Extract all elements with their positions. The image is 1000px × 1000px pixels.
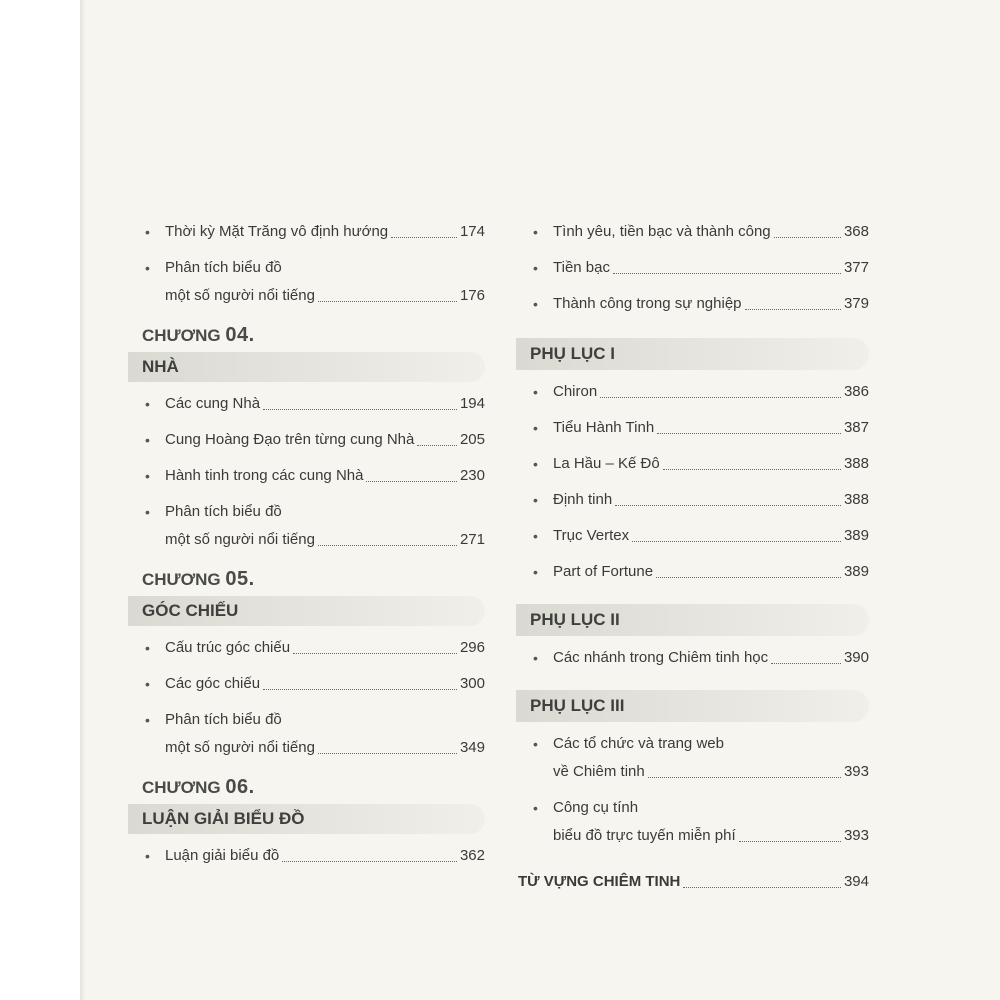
page-number: 230 — [459, 467, 485, 484]
toc-entry[interactable] — [516, 294, 869, 314]
entry-title: Các góc chiếu — [165, 675, 261, 692]
toc-entry[interactable] — [516, 562, 869, 582]
chapter-number: 06. — [225, 776, 255, 798]
bullet: • — [533, 800, 538, 816]
entry-title: La Hầu – Kế Đô — [553, 455, 660, 472]
chapter-label — [128, 568, 485, 590]
chapter-title-bar[interactable]: LUẬN GIẢI BIỂU ĐỒ — [128, 804, 485, 834]
appendix-title-bar[interactable]: PHỤ LỤC I — [516, 338, 869, 370]
toc-entry[interactable] — [516, 648, 869, 668]
entry-title: Các cung Nhà — [165, 395, 261, 412]
page-number: 349 — [459, 739, 485, 756]
bullet: • — [145, 260, 150, 276]
entry-title: Thời kỳ Mặt Trăng vô định hướng — [165, 223, 389, 240]
page-number: 194 — [459, 395, 485, 412]
entry-title: Cung Hoàng Đạo trên từng cung Nhà — [165, 431, 415, 448]
leader-dots — [774, 237, 841, 238]
chapter-word: CHƯƠNG — [142, 326, 221, 345]
leader-dots — [293, 653, 457, 654]
toc-entry[interactable] — [128, 846, 485, 866]
entry-title: Tiền bạc — [553, 259, 610, 276]
bullet: • — [533, 736, 538, 752]
page-number: 387 — [843, 419, 869, 436]
bullet: • — [145, 504, 150, 520]
bullet: • — [145, 396, 150, 412]
entry-title: Hành tinh trong các cung Nhà — [165, 467, 364, 484]
bullet: • — [533, 224, 538, 240]
entry-title: Chiron — [553, 383, 598, 400]
toc-entry[interactable] — [128, 222, 485, 242]
entry-title-line2: một số người nổi tiếng — [165, 287, 315, 304]
page-number: 368 — [843, 223, 869, 240]
page-number: 388 — [843, 455, 869, 472]
leader-dots — [656, 577, 841, 578]
toc-entry[interactable] — [516, 798, 869, 846]
entry-title-line1: Các tổ chức và trang web — [553, 735, 724, 752]
toc-entry[interactable] — [516, 418, 869, 438]
page-number: 388 — [843, 491, 869, 508]
leader-dots — [615, 505, 841, 506]
toc-entry[interactable] — [128, 674, 485, 694]
toc-entry[interactable] — [128, 710, 485, 758]
page-number: 176 — [459, 287, 485, 304]
entry-title-line2: một số người nổi tiếng — [165, 531, 315, 548]
bullet: • — [533, 456, 538, 472]
page-number: 393 — [843, 763, 869, 780]
page-number: 271 — [459, 531, 485, 548]
bullet: • — [533, 492, 538, 508]
chapter-label — [128, 324, 485, 346]
toc-entry[interactable] — [516, 526, 869, 546]
leader-dots — [683, 887, 841, 888]
leader-dots — [771, 663, 841, 664]
page-number: 377 — [843, 259, 869, 276]
entry-title-line2: về Chiêm tinh — [553, 763, 645, 780]
leader-dots — [391, 237, 457, 238]
bullet: • — [533, 296, 538, 312]
bullet: • — [533, 650, 538, 666]
page-number: 205 — [459, 431, 485, 448]
appendix-title-bar[interactable]: PHỤ LỤC III — [516, 690, 869, 722]
bullet: • — [145, 432, 150, 448]
leader-dots — [739, 841, 841, 842]
entry-title: Định tinh — [553, 491, 613, 508]
chapter-title-bar[interactable]: NHÀ — [128, 352, 485, 382]
toc-entry[interactable] — [516, 258, 869, 278]
page-number: 390 — [843, 649, 869, 666]
bullet: • — [145, 640, 150, 656]
bullet: • — [145, 848, 150, 864]
leader-dots — [657, 433, 841, 434]
toc-right-column — [516, 222, 869, 892]
entry-title: Các nhánh trong Chiêm tinh học — [553, 649, 769, 666]
bullet: • — [533, 564, 538, 580]
entry-title-line2: biểu đồ trực tuyến miễn phí — [553, 827, 736, 844]
page-number: 393 — [843, 827, 869, 844]
page-number: 174 — [459, 223, 485, 240]
entry-title-line1: Phân tích biểu đồ — [165, 711, 282, 728]
toc-left-column — [128, 222, 485, 882]
toc-entry[interactable] — [516, 454, 869, 474]
chapter-number: 05. — [225, 568, 255, 590]
entry-title-line1: Phân tích biểu đồ — [165, 503, 282, 520]
leader-dots — [600, 397, 841, 398]
page-number: 362 — [459, 847, 485, 864]
toc-entry[interactable] — [128, 430, 485, 450]
entry-title-line1: Công cụ tính — [553, 799, 639, 816]
entry-title: Part of Fortune — [553, 563, 654, 580]
page-number: 386 — [843, 383, 869, 400]
bullet: • — [533, 420, 538, 436]
entry-title: TỪ VỰNG CHIÊM TINH — [518, 873, 681, 890]
entry-title-line1: Phân tích biểu đồ — [165, 259, 282, 276]
chapter-word: CHƯƠNG — [142, 778, 221, 797]
toc-entry[interactable] — [516, 734, 869, 782]
chapter-number: 04. — [225, 324, 255, 346]
chapter-label — [128, 776, 485, 798]
page-number: 379 — [843, 295, 869, 312]
page-number: 296 — [459, 639, 485, 656]
toc-entry[interactable] — [516, 490, 869, 510]
chapter-word: CHƯƠNG — [142, 570, 221, 589]
leader-dots — [282, 861, 457, 862]
leader-dots — [613, 273, 841, 274]
leader-dots — [263, 409, 457, 410]
entry-title: Cấu trúc góc chiếu — [165, 639, 291, 656]
toc-entry[interactable] — [128, 638, 485, 658]
leader-dots — [648, 777, 841, 778]
toc-entry[interactable] — [516, 382, 869, 402]
leader-dots — [318, 301, 457, 302]
bullet: • — [533, 260, 538, 276]
leader-dots — [263, 689, 457, 690]
bullet: • — [533, 384, 538, 400]
bullet: • — [145, 468, 150, 484]
page-number: 389 — [843, 527, 869, 544]
entry-title: Trục Vertex — [553, 527, 630, 544]
bullet: • — [145, 712, 150, 728]
entry-title: Tình yêu, tiền bạc và thành công — [553, 223, 771, 240]
leader-dots — [318, 545, 457, 546]
bullet: • — [533, 528, 538, 544]
entry-title: Luận giải biểu đồ — [165, 847, 280, 864]
leader-dots — [745, 309, 841, 310]
toc-entry[interactable] — [128, 258, 485, 306]
entry-title-line2: một số người nổi tiếng — [165, 739, 315, 756]
toc-entry-vocabulary[interactable] — [516, 872, 869, 892]
appendix-title-bar[interactable]: PHỤ LỤC II — [516, 604, 869, 636]
chapter-title-bar[interactable]: GÓC CHIẾU — [128, 596, 485, 626]
leader-dots — [318, 753, 457, 754]
page-number: 300 — [459, 675, 485, 692]
leader-dots — [366, 481, 457, 482]
toc-entry[interactable] — [128, 466, 485, 486]
entry-title: Thành công trong sự nghiệp — [553, 295, 742, 312]
leader-dots — [417, 445, 457, 446]
entry-title: Tiểu Hành Tinh — [553, 419, 655, 436]
leader-dots — [663, 469, 841, 470]
toc-entry[interactable] — [128, 502, 485, 550]
toc-entry[interactable] — [128, 394, 485, 414]
leader-dots — [632, 541, 841, 542]
page-number: 389 — [843, 563, 869, 580]
bullet: • — [145, 224, 150, 240]
page-number: 394 — [843, 873, 869, 890]
toc-entry[interactable] — [516, 222, 869, 242]
bullet: • — [145, 676, 150, 692]
